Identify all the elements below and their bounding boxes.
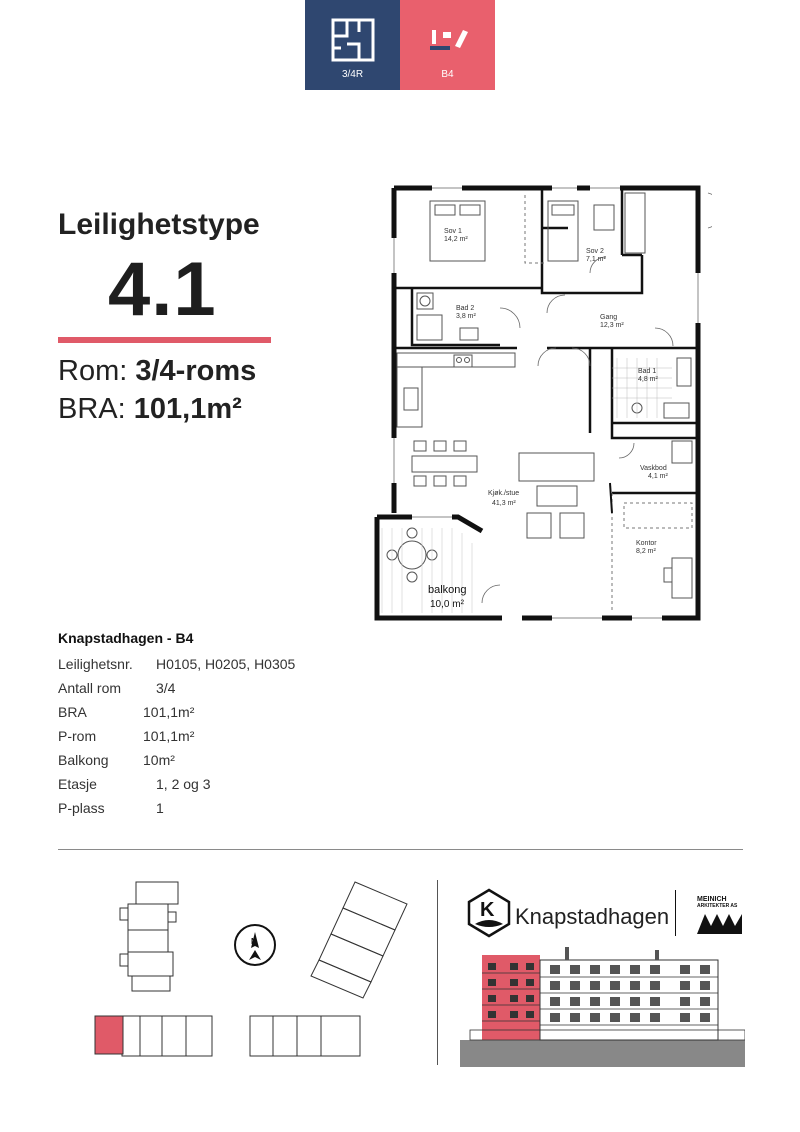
spec-value: H0105, H0205, H0305 [156, 656, 296, 672]
room-area: 4,8 m² [638, 376, 658, 383]
building-elevation [460, 945, 745, 1067]
footer-divider [437, 880, 438, 1065]
spec-label: Etasje [58, 776, 97, 792]
spec-label: BRA [58, 704, 87, 720]
spec-label: Antall rom [58, 680, 122, 696]
room-name: Sov 1 [444, 228, 462, 235]
architect-logo [697, 896, 737, 910]
room-name: Gang [600, 314, 618, 321]
room-area: 7,1 m² [586, 256, 606, 263]
room-name: balkong [428, 584, 467, 596]
spec-value: 10m² [143, 752, 175, 768]
floorplan-icon [329, 18, 377, 62]
floor-plan [372, 183, 712, 625]
bra-line [58, 393, 242, 426]
room-area: 3,8 m² [456, 313, 476, 320]
brand-separator [675, 890, 676, 936]
room-area: 12,3 m² [600, 322, 624, 329]
specs-title: Knapstadhagen - B4 [58, 630, 194, 646]
room-area: 4,1 m² [648, 473, 668, 480]
room-name: Bad 1 [638, 368, 657, 375]
rooms-value: 3/4-roms [135, 355, 257, 387]
spec-value: 3/4 [156, 680, 176, 696]
tab-building[interactable] [400, 0, 495, 90]
room-name: Bad 2 [456, 305, 475, 312]
room-area: 14,2 m² [444, 236, 468, 243]
site-plan-side-view [245, 878, 415, 1058]
tab-label: B4 [441, 69, 454, 80]
architect-subtitle: ARKITEKTER AS [697, 903, 738, 909]
spec-value: 1 [156, 800, 164, 816]
compass-label: N [251, 937, 257, 946]
room-name: Kontor [636, 540, 657, 547]
svg-text:K: K [480, 899, 495, 921]
bra-value: 101,1m² [133, 393, 242, 425]
spec-value: 101,1m² [143, 728, 195, 744]
room-name: Sov 2 [586, 248, 604, 255]
highlighted-building [95, 1016, 123, 1054]
rooms-line [58, 355, 256, 388]
room-labels [428, 228, 669, 610]
knapstadhagen-logo [467, 888, 511, 938]
section-divider [58, 849, 743, 850]
spec-label: P-rom [58, 728, 97, 744]
room-area: 41,3 m² [492, 500, 516, 507]
site-plan-top-view [80, 878, 220, 1058]
rooms-prefix: Rom: [58, 355, 136, 387]
room-name: Vaskbod [640, 465, 667, 472]
architect-name: MEINICH [697, 896, 727, 903]
spec-value: 1, 2 og 3 [156, 776, 211, 792]
spec-label: Leilighetsnr. [58, 656, 133, 672]
accent-divider [58, 337, 271, 343]
apartment-type-label: Leilighetstype [58, 208, 260, 241]
room-area: 10,0 m² [430, 599, 464, 610]
building-position-icon [424, 18, 472, 62]
brand-name: Knapstadhagen [515, 904, 670, 929]
apartment-type-number: 4.1 [108, 247, 217, 332]
spec-label: P-plass [58, 800, 105, 816]
spec-label: Balkong [58, 752, 109, 768]
architect-mark-icon [697, 912, 742, 934]
spec-value: 101,1m² [143, 704, 195, 720]
tab-label: 3/4R [341, 69, 364, 80]
tab-apartment-type[interactable] [305, 0, 400, 90]
room-area: 8,2 m² [636, 548, 656, 555]
bra-prefix: BRA: [58, 393, 134, 425]
room-name: Kjøk./stue [488, 490, 520, 497]
